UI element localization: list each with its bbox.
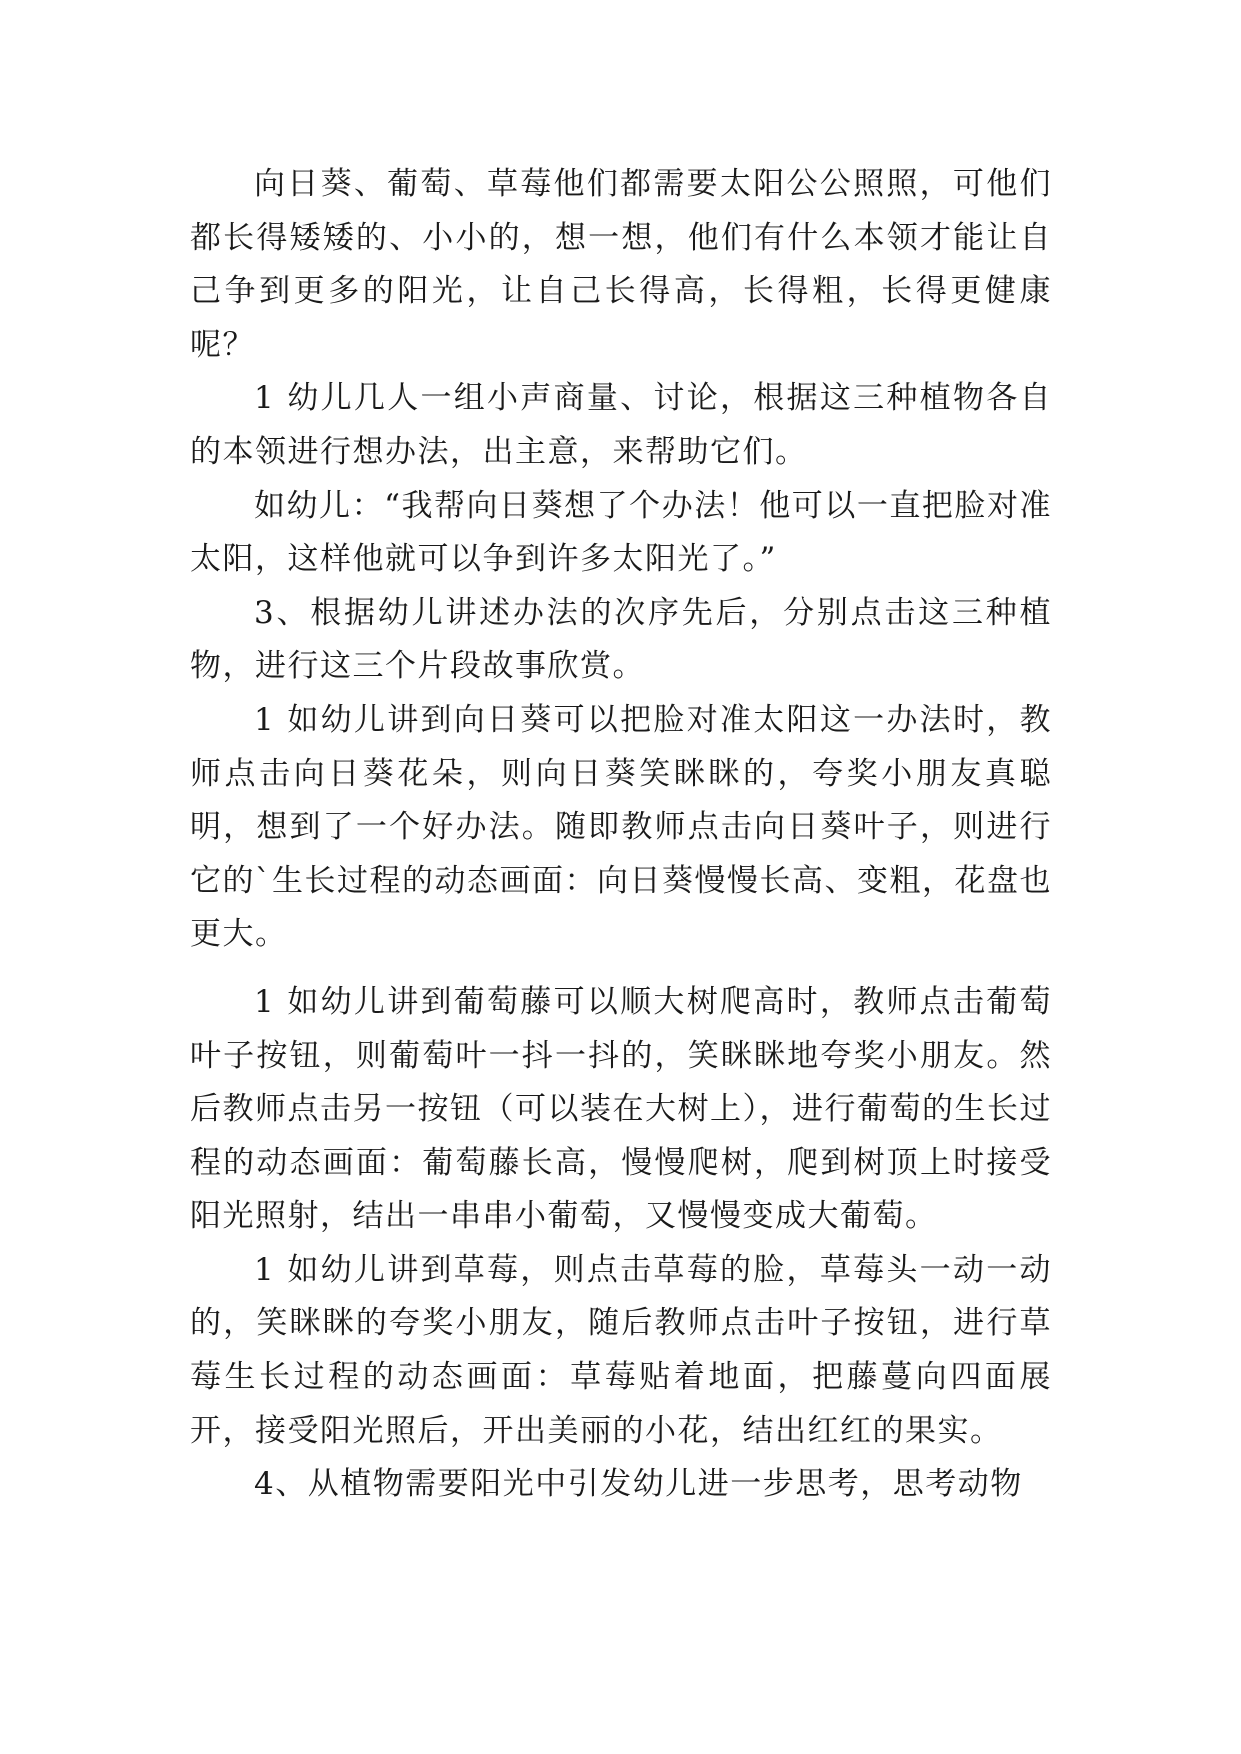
paragraph: 1 如幼儿讲到草莓，则点击草莓的脸，草莓头一动一动的，笑眯眯的夸奖小朋友，随后教师点击叶子按钮，进行草莓生长过程的动态画面：草莓贴着地面，把藤蔓向四面展开，接受阳光照后，开出美丽的小花，结出红红的果实。 xyxy=(190,1251,1052,1449)
paragraph: 4、从植物需要阳光中引发幼儿进一步思考，思考动物 xyxy=(254,1466,1023,1503)
body-text xyxy=(190,158,1052,1512)
paragraph: 1 幼儿几人一组小声商量、讨论，根据这三种植物各自的本领进行想办法，出主意，来帮助它们。 xyxy=(190,380,1052,470)
paragraph: 1 如幼儿讲到向日葵可以把脸对准太阳这一办法时，教师点击向日葵花朵，则向日葵笑眯眯的，夸奖小朋友真聪明，想到了一个好办法。随即教师点击向日葵叶子，则进行它的`生长过程的动态画面：向日葵慢慢长高、变粗，花盘也更大。 xyxy=(190,701,1052,953)
paragraph: 3、根据幼儿讲述办法的次序先后，分别点击这三种植物，进行这三个片段故事欣赏。 xyxy=(190,594,1052,685)
paragraph: 如幼儿：“我帮向日葵想了个办法！他可以一直把脸对准太阳，这样他就可以争到许多太阳光了。” xyxy=(190,487,1052,578)
paragraph: 1 如幼儿讲到葡萄藤可以顺大树爬高时，教师点击葡萄叶子按钮，则葡萄叶一抖一抖的，笑眯眯地夸奖小朋友。然后教师点击另一按钮（可以装在大树上），进行葡萄的生长过程的动态画面：葡萄藤长高，慢慢爬树，爬到树顶上时接受阳光照射，结出一串串小葡萄，又慢慢变成大葡萄。 xyxy=(190,983,1052,1235)
paragraph: 向日葵、葡萄、草莓他们都需要太阳公公照照，可他们都长得矮矮的、小小的，想一想，他们有什么本领才能让自己争到更多的阳光，让自己长得高，长得粗，长得更健康呢？ xyxy=(190,166,1052,363)
